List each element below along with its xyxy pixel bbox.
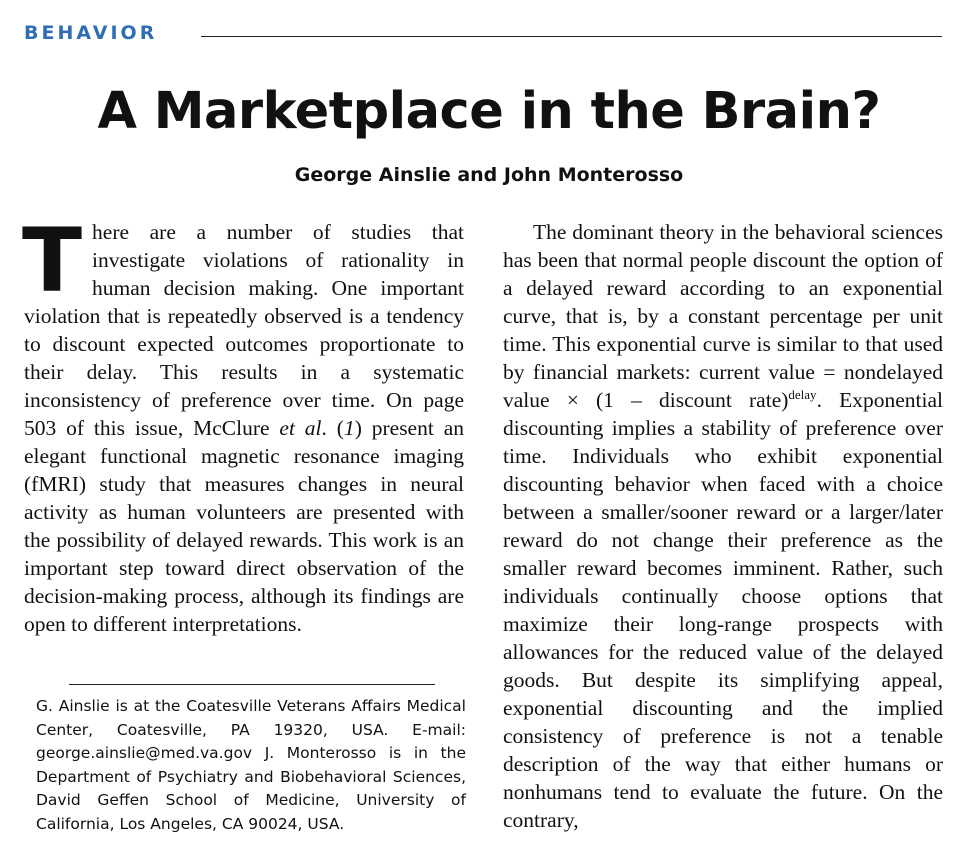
intro-paragraph	[22, 209, 464, 638]
delay-superscript: delay	[788, 386, 817, 402]
article-authors: George Ainslie and John Monterosso	[294, 164, 684, 186]
reference-link[interactable]: 1	[343, 416, 355, 440]
author-affiliation-footnote: G. Ainslie is at the Coatesville Veterans Affairs Medical Center, Coatesville, PA 19320, USA. E-mail: george.ainslie@med.va.gov J. Monterosso is in the Department of Psychiatry and Biobehavioral Sciences, David Geffen School of Medicine, University of California, Los Angeles, CA 90024, USA.	[36, 697, 466, 833]
theory-text-a: The dominant theory in the behavioral sciences has been that normal people discount the option of a delayed reward according to an exponential curve, that is, by a constant percentage per unit time. This exponential curve is similar to that used by financial markets: current value = nondelayed value × (1 – discount rate)	[503, 220, 943, 412]
section-divider	[201, 36, 942, 37]
footnote-divider	[69, 684, 435, 685]
intro-text-a: here are a number of studies that investigate violations of rationality in human decision making. One important violation that is repeatedly observed is a tendency to discount expected outcomes proportionate to their delay. This results in a systematic inconsistency of preference over time. On page 503 of this issue, McClure	[24, 220, 464, 440]
theory-paragraph	[503, 218, 943, 834]
article-title: A Marketplace in the Brain?	[97, 82, 881, 141]
intro-etal: et al	[279, 416, 322, 440]
section-header	[24, 22, 942, 54]
section-label: BEHAVIOR	[24, 22, 158, 44]
drop-cap: T	[22, 209, 83, 312]
intro-text-c: ) present an elegant functional magnetic resonance imaging (fMRI) study that measures changes in neural activity as human volunteers are presented with the possibility of delayed rewards. This work is an important step toward direct observation of the decision-making process, although its findings are open to different interpretations.	[24, 416, 464, 636]
theory-text-b: . Exponential discounting implies a stability of preference over time. Individuals who exhibit exponential discounting behavior when faced with a choice between a smaller/sooner reward or a larger/later reward do not change their preference as the smaller reward becomes imminent. Rather, such individuals continually choose options that maximize their long-range prospects with allowances for the reduced value of the delayed goods. But despite its simplifying appeal, exponential discounting and the implied consistency of preference is not a tenable description of the way that either humans or nonhumans tend to evaluate the future. On the contrary,	[503, 388, 943, 832]
left-column	[22, 209, 464, 638]
right-column	[503, 218, 943, 834]
intro-text-b: . (	[321, 416, 344, 440]
